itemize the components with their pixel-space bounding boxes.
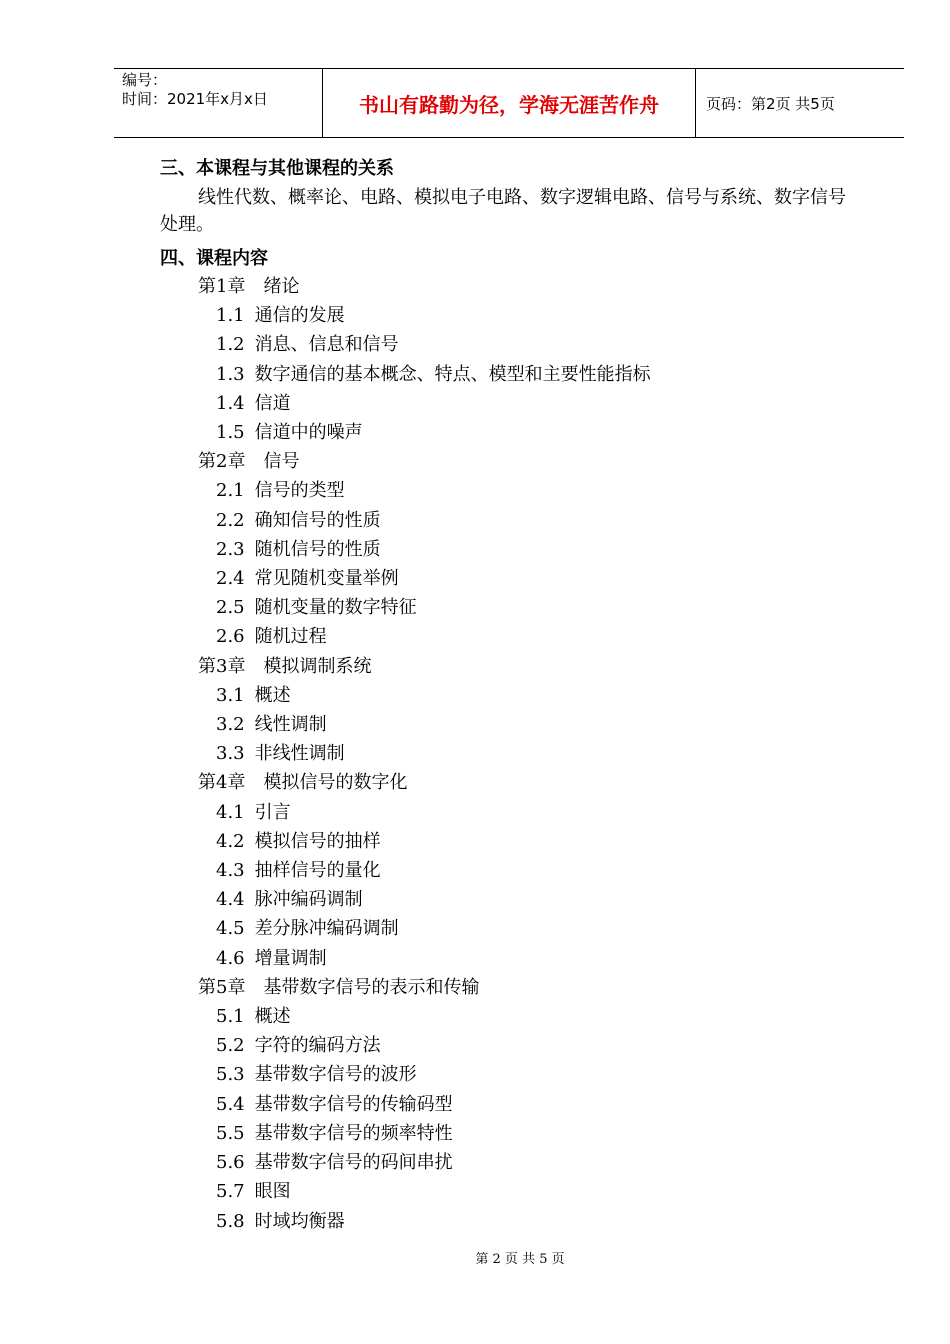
outline-item <box>160 330 860 359</box>
outline-item <box>160 739 860 768</box>
outline-item <box>160 506 860 535</box>
outline-item <box>160 301 860 330</box>
outline-item <box>160 389 860 418</box>
item-number: 5.5 <box>216 1122 245 1144</box>
outline-item <box>160 476 860 505</box>
outline-item <box>160 418 860 447</box>
page-footer: 第 2 页 共 5 页 <box>475 1252 565 1267</box>
item-text: 基带数字信号的波形 <box>254 1064 417 1086</box>
item-number: 2.4 <box>216 568 245 590</box>
item-number: 3.1 <box>216 684 245 706</box>
outline-item <box>160 535 860 564</box>
outline-item <box>160 1031 860 1060</box>
item-text: 常见随机变量举例 <box>254 568 399 590</box>
item-number: 4.6 <box>216 947 245 969</box>
item-number: 4.4 <box>216 889 245 911</box>
item-text: 数字通信的基本概念、特点、模型和主要性能指标 <box>254 363 651 385</box>
outline-item <box>160 593 860 622</box>
item-text: 增量调制 <box>254 947 327 969</box>
item-number: 4.3 <box>216 860 245 882</box>
chapter-title: 基带数字信号的表示和传输 <box>263 976 480 998</box>
outline-item <box>160 1002 860 1031</box>
item-text: 脉冲编码调制 <box>254 889 363 911</box>
outline-item <box>160 681 860 710</box>
item-number: 5.8 <box>216 1210 245 1232</box>
item-text: 概述 <box>254 684 291 706</box>
page-header <box>114 68 904 138</box>
outline-item <box>160 1177 860 1206</box>
header-page-info: 页码：第2页 共5页 <box>706 94 835 113</box>
item-text: 非线性调制 <box>254 743 345 765</box>
outline-item <box>160 827 860 856</box>
item-number: 2.1 <box>216 480 245 502</box>
document-body <box>160 156 860 1236</box>
chapter-heading <box>160 652 860 681</box>
item-number: 5.2 <box>216 1035 245 1057</box>
outline-item <box>160 944 860 973</box>
outline-item <box>160 1119 860 1148</box>
outline-item <box>160 564 860 593</box>
item-number: 5.4 <box>216 1093 245 1115</box>
item-text: 随机变量的数字特征 <box>254 597 417 619</box>
chapter-heading <box>160 973 860 1002</box>
item-number: 4.1 <box>216 801 245 823</box>
number-label: 编号： <box>122 71 168 89</box>
outline-item <box>160 885 860 914</box>
item-text: 抽样信号的量化 <box>254 860 381 882</box>
chapter-heading <box>160 272 860 301</box>
item-number: 3.2 <box>216 714 245 736</box>
header-motto: 书山有路勤为径，学海无涯苦作舟 <box>323 69 696 137</box>
course-outline <box>160 272 860 1236</box>
item-number: 4.2 <box>216 830 245 852</box>
chapter-title: 信号 <box>263 451 300 473</box>
chapter-number: 第3章 <box>198 655 246 677</box>
outline-item <box>160 622 860 651</box>
item-text: 确知信号的性质 <box>254 509 381 531</box>
item-number: 5.6 <box>216 1152 245 1174</box>
section-3-text: 线性代数、概率论、电路、模拟电子电路、数字逻辑电路、信号与系统、数字信号处理。 <box>160 187 846 235</box>
outline-item <box>160 1090 860 1119</box>
outline-item <box>160 360 860 389</box>
item-number: 5.7 <box>216 1181 245 1203</box>
outline-item <box>160 710 860 739</box>
item-number: 2.5 <box>216 597 245 619</box>
item-number: 4.5 <box>216 918 245 940</box>
chapter-number: 第2章 <box>198 451 246 473</box>
outline-item <box>160 1207 860 1236</box>
item-text: 基带数字信号的频率特性 <box>254 1122 453 1144</box>
item-text: 信号的类型 <box>254 480 345 502</box>
item-number: 5.1 <box>216 1006 245 1028</box>
chapter-title: 绪论 <box>263 276 300 297</box>
item-text: 差分脉冲编码调制 <box>254 918 399 940</box>
item-number: 2.3 <box>216 538 245 560</box>
item-text: 眼图 <box>254 1181 291 1203</box>
item-number: 1.1 <box>216 305 245 327</box>
chapter-number: 第1章 <box>198 276 246 297</box>
item-text: 消息、信息和信号 <box>254 334 399 356</box>
item-number: 2.2 <box>216 509 245 531</box>
item-text: 时域均衡器 <box>254 1210 345 1232</box>
item-text: 随机信号的性质 <box>254 538 381 560</box>
outline-item <box>160 856 860 885</box>
chapter-number: 第4章 <box>198 772 246 794</box>
item-text: 基带数字信号的码间串扰 <box>254 1152 453 1174</box>
chapter-title: 模拟信号的数字化 <box>263 772 408 794</box>
item-text: 字符的编码方法 <box>254 1035 381 1057</box>
item-text: 引言 <box>254 801 291 823</box>
chapter-heading <box>160 447 860 476</box>
item-text: 线性调制 <box>254 714 327 736</box>
item-number: 3.3 <box>216 743 245 765</box>
header-info-cell <box>114 69 323 137</box>
item-text: 通信的发展 <box>254 305 345 327</box>
item-number: 1.4 <box>216 392 245 414</box>
item-number: 1.2 <box>216 334 245 356</box>
item-text: 信道中的噪声 <box>254 422 363 444</box>
outline-item <box>160 798 860 827</box>
section-3-title: 三、本课程与其他课程的关系 <box>160 158 394 179</box>
chapter-number: 第5章 <box>198 976 246 998</box>
chapter-heading <box>160 768 860 797</box>
item-text: 随机过程 <box>254 626 327 648</box>
item-number: 1.5 <box>216 422 245 444</box>
item-text: 概述 <box>254 1006 291 1028</box>
outline-item <box>160 1060 860 1089</box>
chapter-title: 模拟调制系统 <box>263 655 372 677</box>
outline-item <box>160 914 860 943</box>
item-number: 1.3 <box>216 363 245 385</box>
item-text: 基带数字信号的传输码型 <box>254 1093 453 1115</box>
item-number: 5.3 <box>216 1064 245 1086</box>
section-4-title: 四、课程内容 <box>160 248 268 269</box>
item-text: 信道 <box>254 392 291 414</box>
item-number: 2.6 <box>216 626 245 648</box>
time-label: 时间：2021年x月x日 <box>122 90 268 108</box>
outline-item <box>160 1148 860 1177</box>
item-text: 模拟信号的抽样 <box>254 830 381 852</box>
